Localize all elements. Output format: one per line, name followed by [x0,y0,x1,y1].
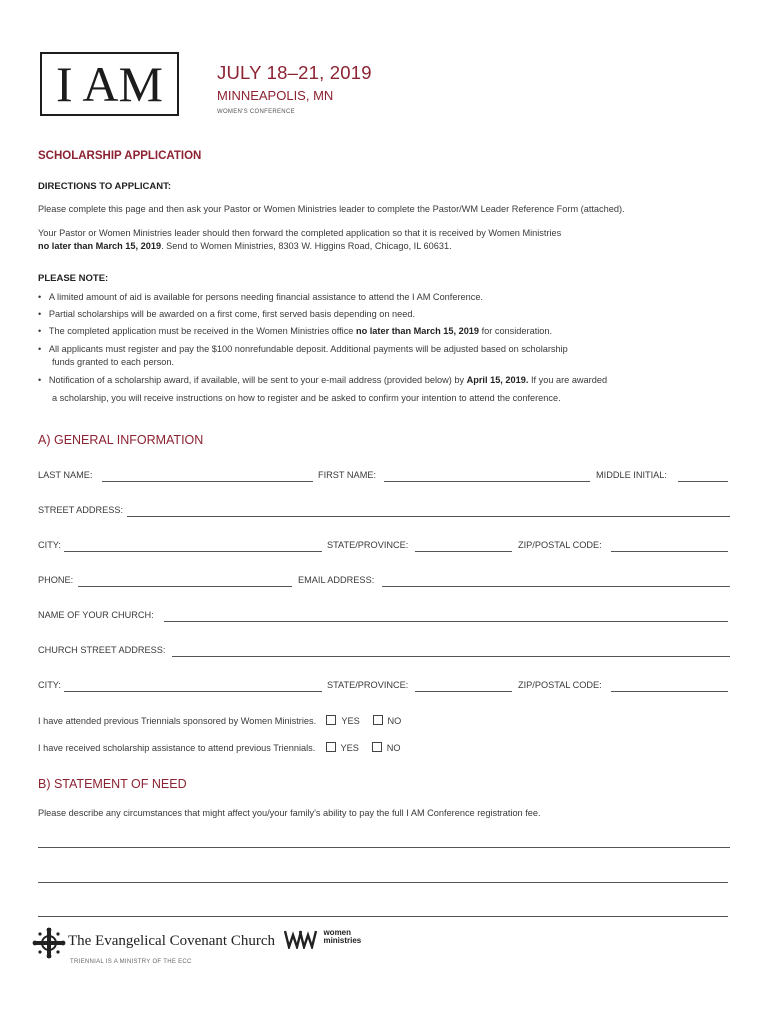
church-state-label: STATE/PROVINCE: [327,680,409,690]
first-name-field[interactable] [384,481,590,482]
note-bullet-2: • Partial scholarships will be awarded on a first come, first served basis depending on need. [38,309,416,319]
scholarship-no-option[interactable] [372,743,401,753]
last-name-field[interactable] [102,481,313,482]
statement-line-1[interactable] [38,847,730,848]
i-am-logo [40,52,179,116]
church-zip-field[interactable] [611,691,728,692]
note-bullet-3: • The completed application must be received in the Women Ministries office no later than March 15, 2019 for consideration. [38,326,553,336]
state-label: STATE/PROVINCE: [327,540,409,550]
street-address-label: STREET ADDRESS: [38,505,124,515]
zip-field[interactable] [611,551,728,552]
phone-label: PHONE: [38,575,74,585]
church-name-label: NAME OF YOUR CHURCH: [38,610,154,620]
note-bullet-2-text: Partial scholarships will be awarded on a first come, first served basis depending on need. [48,309,416,319]
note-bullet-1: • A limited amount of aid is available for persons needing financial assistance to attend the I AM Conference. [38,292,483,302]
city-field[interactable] [64,551,322,552]
church-zip-label: ZIP/POSTAL CODE: [518,680,602,690]
event-date: JULY 18–21, 2019 [217,62,372,83]
section-a-title: A) GENERAL INFORMATION [38,433,204,447]
note-bullet-1-text: A limited amount of aid is available for persons needing financial assistance to attend the I AM Conference. [48,292,483,302]
statement-line-2[interactable] [38,882,728,883]
scholarship-yes-option[interactable] [326,743,359,753]
section-b-title: B) STATEMENT OF NEED [38,777,187,791]
triennial-note: TRIENNIAL IS A MINISTRY OF THE ECC [70,959,192,965]
note-bullet-5-bold: April 15, 2019. [466,375,529,385]
question-scholarship-text: I have received scholarship assistance to attend previous Triennials. [38,743,316,753]
scholarship-yes-checkbox[interactable] [326,742,336,752]
wm-line2: ministries [323,936,362,945]
directions-p2-line2 [38,241,452,251]
last-name-label: LAST NAME: [38,470,93,480]
email-field[interactable] [382,586,730,587]
email-label: EMAIL ADDRESS: [298,575,375,585]
note-bullet-3-pre: The completed application must be received in the Women Ministries office [48,326,356,336]
scholarship-no-label: NO [386,743,401,753]
note-bullet-5-pre: Notification of a scholarship award, if available, will be sent to your e-mail address (provided below) by [48,375,467,385]
note-bullet-4: • All applicants must register and pay the $100 nonrefundable deposit. Additional payments will be adjusted based on scholarship [38,344,568,354]
attended-yes-option[interactable] [326,716,359,726]
event-location: MINNEAPOLIS, MN [217,88,334,103]
state-field[interactable] [415,551,512,552]
event-subtitle: WOMEN'S CONFERENCE [217,109,295,115]
directions-address: . Send to Women Ministries, 8303 W. Higgins Road, Chicago, IL 60631. [161,241,452,251]
page-title: SCHOLARSHIP APPLICATION [38,150,202,162]
note-bullet-5-post: If you are awarded [528,375,608,385]
statement-line-3[interactable] [38,916,728,917]
zip-label: ZIP/POSTAL CODE: [518,540,602,550]
scholarship-yes-label: YES [340,743,359,753]
first-name-label: FIRST NAME: [318,470,377,480]
note-bullet-5: • Notification of a scholarship award, if available, will be sent to your e-mail address (provided below) by April 15, 2019. If you are awarded [38,375,608,385]
question-scholarship [38,742,400,753]
ecc-cross-icon [32,927,66,959]
wm-line1: women [323,928,352,937]
note-bullet-5-line2: a scholarship, you will receive instructions on how to register and be asked to confirm your intention to attend the conference. [52,393,561,403]
logo-text: I AM [56,56,163,112]
note-bullet-3-post: for consideration. [479,326,553,336]
middle-initial-field[interactable] [678,481,728,482]
attended-no-checkbox[interactable] [373,715,383,725]
church-city-field[interactable] [64,691,322,692]
attended-no-option[interactable] [373,716,402,726]
city-label: CITY: [38,540,61,550]
church-state-field[interactable] [415,691,512,692]
street-address-field[interactable] [127,516,730,517]
question-attended [38,715,401,726]
church-city-label: CITY: [38,680,61,690]
ecc-name: The Evangelical Covenant Church [68,933,276,949]
phone-field[interactable] [78,586,292,587]
scholarship-no-checkbox[interactable] [372,742,382,752]
note-bullet-4-line2: funds granted to each person. [52,357,175,367]
directions-deadline: no later than March 15, 2019 [38,241,162,251]
statement-prompt: Please describe any circumstances that might affect you/your family's ability to pay the full I AM Conference registration fee. [38,808,541,818]
church-street-field[interactable] [172,656,730,657]
note-label: PLEASE NOTE: [38,273,109,284]
question-attended-text: I have attended previous Triennials sponsored by Women Ministries. [38,716,317,726]
church-street-label: CHURCH STREET ADDRESS: [38,645,166,655]
directions-label: DIRECTIONS TO APPLICANT: [38,181,172,192]
directions-p2-line1: Your Pastor or Women Ministries leader should then forward the completed application so that it is received by Women Ministries [38,228,562,238]
middle-initial-label: MIDDLE INITIAL: [596,470,667,480]
women-ministries-logo [284,929,361,949]
women-ministries-icon [284,929,318,949]
attended-yes-checkbox[interactable] [326,715,336,725]
attended-no-label: NO [387,716,402,726]
church-name-field[interactable] [164,621,728,622]
attended-yes-label: YES [341,716,360,726]
directions-p1: Please complete this page and then ask your Pastor or Women Ministries leader to complete the Pastor/WM Leader Reference Form (attached). [38,204,625,214]
note-bullet-3-bold: no later than March 15, 2019 [355,326,480,336]
note-bullet-4-line1: All applicants must register and pay the $100 nonrefundable deposit. Additional payments will be adjusted based on scholarship [48,344,568,354]
